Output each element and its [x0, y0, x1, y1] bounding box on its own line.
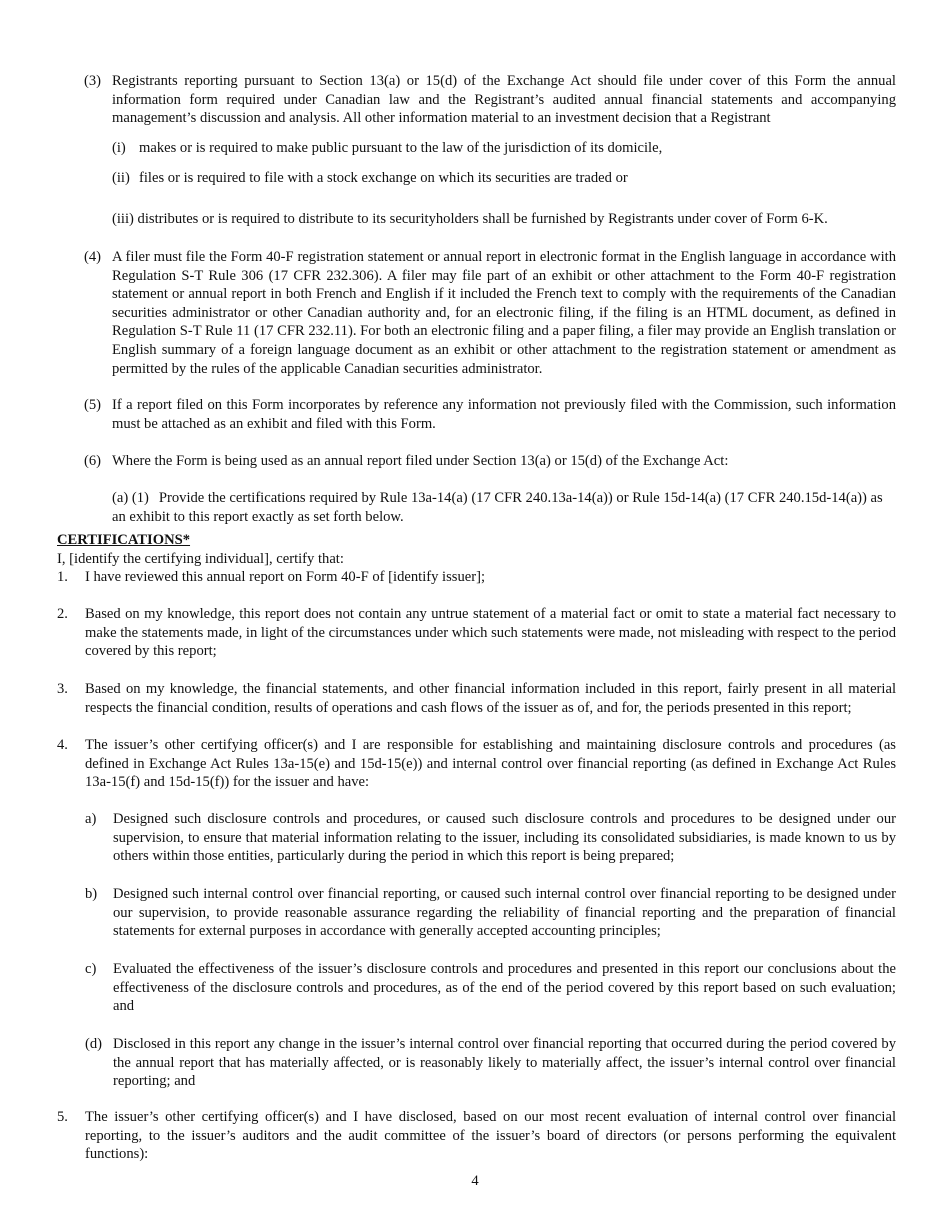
page-number: 4 — [471, 1173, 479, 1189]
certification-item-4 — [57, 736, 896, 792]
sub-item-text: Evaluated the effectiveness of the issuer’s disclosure controls and procedures and presented in this report our conclusions about the effectiveness of the disclosure controls and procedures, as of the end of the period covered by this report based on such evaluation; and — [113, 961, 896, 1015]
paragraph-6 — [84, 452, 896, 471]
paragraph-text: Where the Form is being used as an annual report filed under Section 13(a) or 15(d) of the Exchange Act: — [112, 453, 729, 469]
paragraph-number: (3) — [84, 73, 102, 89]
sub-item-text: Provide the certifications required by Rule 13a-14(a) (17 CFR 240.13a-14(a)) or Rule 15d-14(a) (17 CFR 240.15d-14(a)) as an exhibit to this report exactly as set forth below. — [112, 490, 883, 525]
sub-item-text: files or is required to file with a stock exchange on which its securities are traded or — [139, 170, 628, 186]
certification-item-1 — [57, 568, 896, 587]
certification-item-3 — [57, 680, 896, 717]
paragraph-3 — [84, 72, 896, 128]
sub-item-number: a) — [85, 811, 97, 827]
sub-item-i — [112, 139, 896, 158]
sub-item-number: (iii) — [112, 211, 134, 227]
paragraph-number: (4) — [84, 249, 102, 265]
item-text: Based on my knowledge, the financial statements, and other financial information included in this report, fairly present in all material respects the financial condition, results of operations and cash flows of the issuer as of, and for, the periods presented in this report; — [85, 681, 896, 716]
certifications-heading: CERTIFICATIONS* — [57, 532, 191, 548]
paragraph-6a1 — [112, 489, 887, 526]
item-text: I have reviewed this annual report on Form 40-F of [identify issuer]; — [85, 569, 486, 585]
sub-item-number: (a) (1) — [112, 490, 149, 506]
sub-item-ii — [112, 169, 896, 188]
paragraph-text: A filer must file the Form 40-F registration statement or annual report in electronic format in the English language in accordance with Regulation S-T Rule 306 (17 CFR 232.306). A filer may file part of an exhibit or other attachment to the Form 40-F registration statement or annual report in both French and English if it included the French text to comply with the requirements of the Canadian securities administrator or other Canadian authority and, for an electronic filing, if the filing is an HTML document, as defined in Regulation S-T Rule 11 (17 CFR 232.11). For both an electronic filing and a paper filing, a filer may provide an English translation or English summary of a foreign language document as an exhibit or other attachment to the registration statement or amendment as permitted by the rules of the applicable Canadian securities administrator. — [112, 249, 896, 377]
sub-item-text: Designed such disclosure controls and procedures, or caused such disclosure controls and procedures to be designed under our supervision, to ensure that material information relating to the issuer, including its consolidated subsidiaries, is made known to us by others within those entities, particularly during the period in which this report is being prepared; — [113, 811, 896, 865]
sub-item-text: Disclosed in this report any change in the issuer’s internal control over financial reporting that occurred during the period covered by the annual report that has materially affected, or is reasonably likely to materially affect, the issuer’s internal control over financial reporting; and — [113, 1036, 896, 1090]
item-number: 4. — [57, 737, 68, 753]
item-text: Based on my knowledge, this report does not contain any untrue statement of a material fact or omit to state a material fact necessary to make the statements made, in light of the circumstances under which such statements were made, not misleading with respect to the period covered by this report; — [85, 606, 896, 660]
certification-sub-item-d — [85, 1035, 896, 1091]
paragraph-number: (6) — [84, 453, 102, 469]
paragraph-5 — [84, 396, 896, 433]
item-text: The issuer’s other certifying officer(s) and I have disclosed, based on our most recent evaluation of internal control over financial reporting, to the issuer’s auditors and the audit committee of the issuer’s board of directors (or persons performing the equivalent functions): — [85, 1109, 896, 1163]
item-text: The issuer’s other certifying officer(s) and I are responsible for establishing and maintaining disclosure controls and procedures (as defined in Exchange Act Rules 13a-15(e) and 15d-15(e)) and internal control over financial reporting (as defined in Exchange Act Rules 13a-15(f) and 15d-15(f)) for the issuer and have: — [85, 737, 896, 791]
sub-item-number: (d) — [85, 1036, 103, 1052]
sub-item-number: b) — [85, 886, 98, 902]
certification-item-2 — [57, 605, 896, 661]
sub-item-number: c) — [85, 961, 97, 977]
paragraph-text: Registrants reporting pursuant to Section 13(a) or 15(d) of the Exchange Act should file under cover of this Form the annual information form required under Canadian law and the Registrant’s audited annual financial statements and accompanying management’s discussion and analysis. All other information material to an investment decision that a Registrant — [112, 73, 896, 127]
certification-item-5 — [57, 1108, 896, 1164]
item-number: 5. — [57, 1109, 68, 1125]
certification-sub-item-b — [85, 885, 896, 941]
paragraph-4 — [84, 248, 896, 378]
sub-item-number: (ii) — [112, 170, 130, 186]
item-number: 1. — [57, 569, 68, 585]
paragraph-text: If a report filed on this Form incorporates by reference any information not previously filed with the Commission, such information must be attached as an exhibit and filed with this Form. — [112, 397, 896, 432]
certifications-intro: I, [identify the certifying individual], certify that: — [57, 551, 344, 567]
certification-sub-item-c — [85, 960, 896, 1016]
sub-item-text: distributes or is required to distribute to its securityholders shall be furnished by Registrants under cover of Form 6-K. — [137, 211, 828, 227]
sub-item-iii — [112, 210, 896, 229]
sub-item-text: makes or is required to make public pursuant to the law of the jurisdiction of its domicile, — [139, 140, 663, 156]
certification-sub-item-a — [85, 810, 896, 866]
paragraph-number: (5) — [84, 397, 102, 413]
item-number: 2. — [57, 606, 68, 622]
item-number: 3. — [57, 681, 68, 697]
sub-item-text: Designed such internal control over financial reporting, or caused such internal control over financial reporting to be designed under our supervision, to provide reasonable assurance regarding the reliability of financial reporting and the preparation of financial statements for external purposes in accordance with generally accepted accounting principles; — [113, 886, 896, 940]
sub-item-number: (i) — [112, 140, 126, 156]
